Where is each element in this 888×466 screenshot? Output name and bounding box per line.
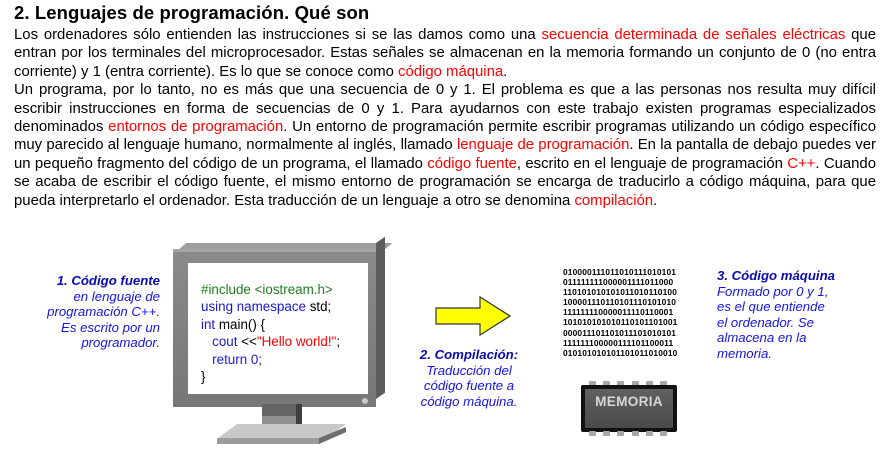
- highlight-term: compilación: [574, 192, 654, 209]
- paragraph-2: [14, 81, 876, 210]
- text-span: . Un entorno de programación permite escribir programas utilizando un código específico muy parecido al lenguaje humano, normalmente al inglés, llamado: [14, 119, 876, 154]
- highlight-term: entornos de programación: [108, 119, 284, 136]
- text-span: . En la pantalla de debajo puedes ver un pequeño fragmento del código de un programa, el llamado: [14, 137, 876, 172]
- step1-line: programador.: [81, 335, 160, 351]
- paragraph-1: [14, 26, 876, 81]
- monitor-neck: [262, 404, 296, 416]
- code-string: "Hello world!": [256, 334, 337, 350]
- code-keyword: int: [201, 316, 216, 332]
- binary-row: 101010101010110101101001: [563, 317, 678, 328]
- step3-line: almacena en la: [717, 330, 807, 346]
- code-line: #include <iostream.h>: [201, 282, 333, 297]
- highlight-term: lenguaje de programación: [456, 137, 630, 154]
- chip-pin: [646, 431, 653, 436]
- text-span: , escrito en el lenguaje de programación: [516, 155, 788, 172]
- highlight-term: código fuente: [427, 155, 517, 172]
- code-keyword: using namespace: [201, 299, 306, 315]
- binary-row: 100001110110101110101010: [563, 297, 677, 308]
- step3-line: memoria.: [717, 345, 772, 361]
- step3-line: Formado por 0 y 1,: [717, 283, 829, 299]
- chip-body: [581, 385, 677, 432]
- binary-row: 110101010101011010110100: [563, 287, 677, 298]
- step1-title: 1. Código fuente: [56, 273, 160, 288]
- binary-row: 000011101101011101010101: [563, 327, 677, 338]
- binary-row: 011111111000001111011000: [563, 277, 674, 288]
- step2-title: 2. Compilación:: [419, 347, 519, 362]
- step3-label: [717, 268, 877, 362]
- binary-row: 010101010101101011010010: [563, 347, 678, 358]
- chip-pin: [603, 431, 610, 436]
- monitor-side-edge: [376, 237, 385, 399]
- text-span: .: [503, 63, 508, 80]
- right-arrow-icon: [434, 295, 512, 337]
- binary-code-block: [563, 267, 677, 358]
- step1-label: [20, 273, 160, 351]
- code-text: ;: [336, 334, 341, 350]
- chip-pin: [589, 431, 596, 436]
- code-keyword: cout: [201, 334, 238, 350]
- step3-line: es el que entiende: [717, 299, 825, 315]
- page-title: 2. Lenguajes de programación. Qué son: [14, 2, 370, 23]
- binary-row: 111111110000011110110001: [563, 307, 674, 318]
- code-keyword: return 0;: [201, 351, 263, 367]
- chip-pin: [660, 431, 667, 436]
- step2-line: código fuente a: [423, 378, 515, 394]
- step1-line: en lenguaje de: [73, 288, 160, 304]
- step1-line: programación C++.: [47, 304, 160, 320]
- code-text: main() {: [215, 316, 266, 332]
- code-text: <<: [237, 334, 257, 350]
- source-code-snippet: [201, 281, 340, 385]
- chip-pin: [617, 431, 624, 436]
- step2-label: [404, 347, 534, 409]
- binary-row: 111111100000111101100011: [563, 337, 674, 348]
- code-text: }: [201, 369, 206, 385]
- step2-line: Traducción del: [426, 362, 512, 378]
- chip-pin: [632, 431, 639, 436]
- text-span: que entran por los terminales del microprocesador. Estas señales se almacenan en la memoria formando un conjunto de 0 (no entra corriente) y 1 (entra corriente). Es lo que se conoce como: [14, 27, 876, 80]
- power-led-icon: [362, 398, 368, 404]
- step2-line: código máquina.: [420, 393, 518, 409]
- text-span: . Cuando se acaba de escribir el código fuente, el mismo entorno de programación se encarga de traducirlo a código máquina, para que pueda interpretarlo el ordenador. Esta traducción de un lenguaje a otro se denomina: [14, 155, 876, 209]
- body-text: [14, 26, 876, 210]
- text-span: Los ordenadores sólo entienden las instrucciones si se las damos como una: [14, 27, 542, 43]
- code-text: std;: [305, 299, 332, 315]
- highlight-term: secuencia determinada de señales eléctricas: [541, 27, 846, 43]
- memory-label: MEMORIA: [595, 394, 663, 409]
- step3-title: 3. Código máquina: [717, 268, 835, 283]
- text-span: .: [653, 192, 658, 209]
- binary-row: 010000111011010111010101: [563, 267, 677, 277]
- highlight-term: C++: [787, 155, 816, 172]
- highlight-term: código máquina: [398, 63, 504, 80]
- step1-line: Es escrito por un: [61, 319, 160, 335]
- text-span: Un programa, por lo tanto, no es más que una secuencia de 0 y 1. El problema es que a las personas nos resulta muy difícil escribir instrucciones en forma de secuencias de 0 y 1. Para ayudarnos con este trabajo existen programas especializados denominados: [14, 82, 876, 136]
- step3-line: el ordenador. Se: [717, 314, 815, 330]
- monitor-base-front: [217, 438, 320, 444]
